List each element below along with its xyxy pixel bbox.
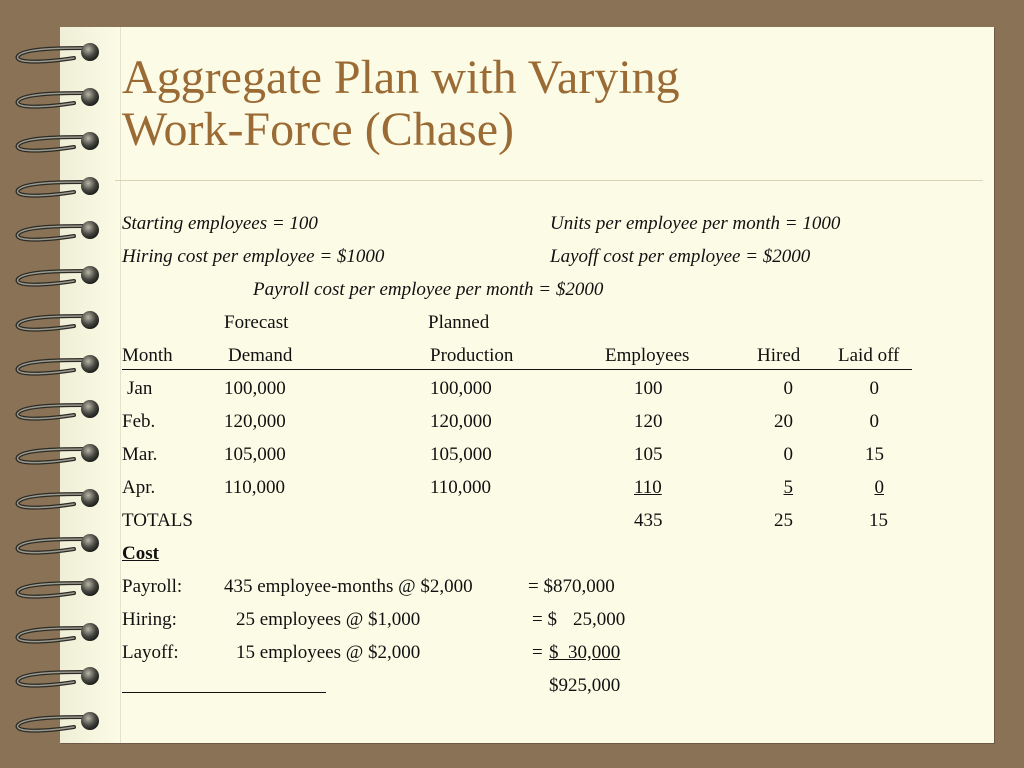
totals-employees: 435 [634,510,663,531]
spiral-ring [14,85,110,111]
cell-hired: 0 [783,378,793,399]
cell-production: 120,000 [430,411,492,432]
param-payroll-cost: Payroll cost per employee per month = $2000 [253,279,604,300]
spiral-ring [14,218,110,244]
cell-employees: 110 [634,477,662,498]
spiral-ring [14,486,110,512]
spiral-ring [14,129,110,155]
cell-month: Jan [127,378,153,399]
title-divider [115,180,983,181]
header-month: Month [122,345,173,366]
title-line-2: Work-Force (Chase) [122,103,514,156]
cell-hired: 0 [783,444,793,465]
spiral-ring [14,531,110,557]
header-demand: Demand [228,345,293,366]
spiral-ring [14,620,110,646]
layoff-detail: 15 employees @ $2,000 [236,642,421,663]
payroll-label: Payroll: [122,576,183,597]
cost-heading: Cost [122,543,159,564]
cell-month: Feb. [122,411,156,432]
cell-demand: 100,000 [224,378,286,399]
header-forecast: Forecast [224,312,289,333]
cell-laid-off: 0 [869,378,879,399]
header-underline [122,369,912,370]
header-production: Production [430,345,514,366]
header-hired: Hired [757,345,801,366]
cell-production: 100,000 [430,378,492,399]
header-employees: Employees [605,345,690,366]
param-units-per-employee: Units per employee per month = 1000 [550,213,841,234]
spiral-ring [14,664,110,690]
cell-employees: 105 [634,444,663,465]
cell-laid-off: 0 [874,477,884,498]
totals-label: TOTALS [122,510,193,531]
payroll-detail: 435 employee-months @ $2,000 [224,576,473,597]
spiral-ring [14,40,110,66]
cell-laid-off: 15 [865,444,884,465]
cell-production: 105,000 [430,444,492,465]
param-hiring-cost: Hiring cost per employee = $1000 [122,246,385,267]
spiral-ring [14,352,110,378]
title-line-1: Aggregate Plan with Varying [122,51,680,104]
hiring-equals: = $ [532,609,557,630]
spiral-ring [14,308,110,334]
spiral-ring [14,263,110,289]
cell-laid-off: 0 [869,411,879,432]
cell-month: Mar. [122,444,158,465]
spiral-ring [14,441,110,467]
layoff-equals: = [532,642,543,663]
hiring-value: 25,000 [573,609,626,630]
spiral-ring [14,397,110,423]
blank-line [122,692,326,693]
hiring-label: Hiring: [122,609,177,630]
layoff-value: $ 30,000 [549,642,621,663]
layoff-label: Layoff: [122,642,179,663]
cell-hired: 20 [774,411,793,432]
spiral-ring [14,174,110,200]
spiral-ring [14,709,110,735]
cell-production: 110,000 [430,477,492,498]
cell-hired: 5 [783,477,793,498]
cell-demand: 120,000 [224,411,286,432]
payroll-value: = $870,000 [528,576,615,597]
param-layoff-cost: Layoff cost per employee = $2000 [550,246,811,267]
cell-month: Apr. [122,477,156,498]
total-cost: $925,000 [549,675,621,696]
totals-hired: 25 [774,510,793,531]
header-laid-off: Laid off [838,345,900,366]
spiral-ring [14,575,110,601]
page-title [122,52,982,156]
param-starting-employees: Starting employees = 100 [122,213,318,234]
hiring-detail: 25 employees @ $1,000 [236,609,421,630]
totals-laid-off: 15 [869,510,888,531]
header-planned: Planned [428,312,490,333]
cell-demand: 110,000 [224,477,286,498]
cell-demand: 105,000 [224,444,286,465]
cell-employees: 100 [634,378,663,399]
cell-employees: 120 [634,411,663,432]
